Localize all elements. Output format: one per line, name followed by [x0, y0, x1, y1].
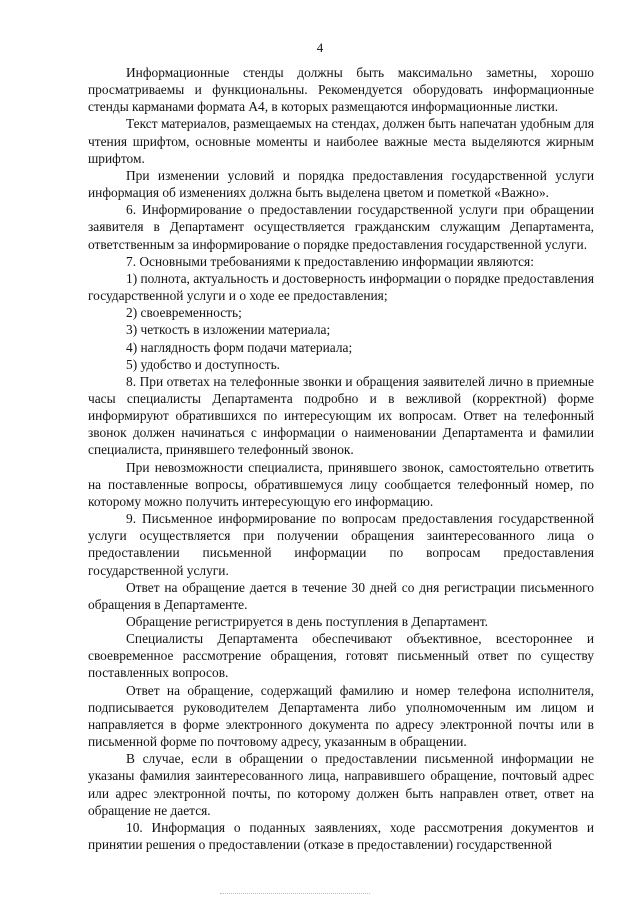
list-item-timeliness: 2) своевременность;	[126, 305, 242, 321]
document-body	[88, 64, 594, 853]
paragraph-info-stands: Информационные стенды должны быть максимально заметны, хорошо просматриваемы и функциональны. Рекомендуется оборудовать информационные стенды карманами формата А4, в которых размещаются информационные листки.	[88, 65, 594, 115]
paragraph-response-signing: Ответ на обращение, содержащий фамилию и номер телефона исполнителя, подписывается руководителем Департамента либо уполномоченным им лицом и направляется в форме электронного документа по адресу электронной почты или в письменной форме по почтовому адресу, указанным в обращении.	[88, 682, 594, 750]
list-item-clarity: 3) четкость в изложении материала;	[126, 322, 331, 338]
paragraph-item-8: 8. При ответах на телефонные звонки и обращения заявителей лично в приемные часы специалисты Департамента подробно и в вежливой (корректной) форме информируют обратившихся по интересующим их вопросам. Ответ на телефонный звонок должен начинаться с информации о наименовании Департамента и фамилии специалиста, принявшего телефонный звонок.	[88, 373, 594, 458]
paragraph-changes-important: При изменении условий и порядка предоставления государственной услуги информация об изменениях должна быть выделена цветом и пометкой «Важно».	[88, 167, 594, 201]
paragraph-specialists: Специалисты Департамента обеспечивают объективное, всестороннее и своевременное рассмотрение обращения, готовят письменный ответ по существу поставленных вопросов.	[88, 631, 594, 681]
paragraph-item-9: 9. Письменное информирование по вопросам предоставления государственной услуги осуществляется при получении обращения заинтересованного лица о предоставлении письменной информации по вопросам предоставления государственной услуги.	[88, 511, 594, 578]
paragraph-text-materials: Текст материалов, размещаемых на стендах, должен быть напечатан удобным для чтения шрифтом, основные моменты и наиболее важные места выделяются жирным шрифтом.	[88, 116, 594, 166]
paragraph-registration: Обращение регистрируется в день поступления в Департамент.	[126, 614, 489, 629]
page-number: 4	[316, 40, 324, 55]
scan-artifact	[220, 893, 370, 900]
list-item-visibility: 4) наглядность форм подачи материала;	[126, 339, 353, 355]
list-item-completeness: 1) полнота, актуальность и достоверность информации о порядке предоставления государственной услуги и о ходе ее предоставления;	[88, 270, 595, 304]
paragraph-phone-number: При невозможности специалиста, принявшего звонок, самостоятельно ответить на поставленные вопросы, обратившемуся лицу сообщается телефонный номер, по которому можно получить интересующую его информацию.	[88, 459, 594, 509]
paragraph-30-days: Ответ на обращение дается в течение 30 дней со дня регистрации письменного обращения в Департаменте.	[88, 579, 594, 612]
list-item-convenience: 5) удобство и доступность.	[126, 356, 281, 372]
paragraph-item-7: 7. Основными требованиями к предоставлению информации являются:	[126, 253, 534, 269]
paragraph-item-10: 10. Информация о поданных заявлениях, ходе рассмотрения документов и принятии решения о предоставлении (отказе в предоставлении) государственной	[88, 819, 594, 853]
paragraph-no-response: В случае, если в обращении о предоставлении письменной информации не указаны фамилия заинтересованного лица, направившего обращение, почтовый адрес или адрес электронной почты, по которому должен быть направлен ответ, ответ на обращение не дается.	[88, 751, 594, 818]
paragraph-item-6: 6. Информирование о предоставлении государственной услуги при обращении заявителя в Департамент осуществляется гражданским служащим Департамента, ответственным за информирование о порядке предоставления государственной услуги.	[88, 202, 594, 252]
